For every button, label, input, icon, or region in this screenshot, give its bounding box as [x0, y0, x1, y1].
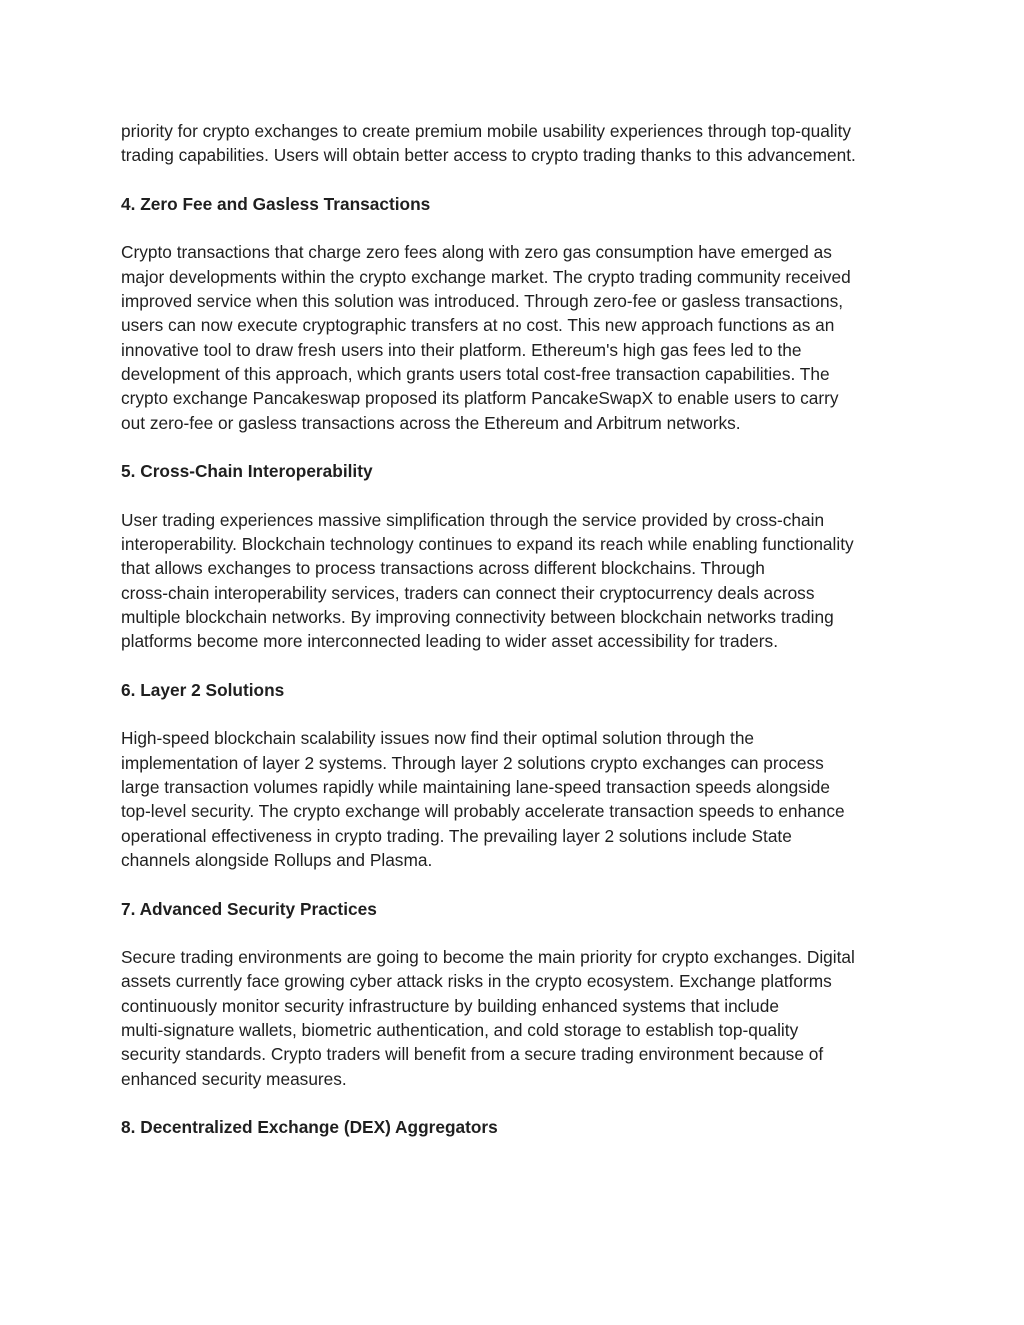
paragraph-zero-fee: [121, 240, 921, 434]
text-line: improved service when this solution was introduced. Through zero-fee or gasless transactions,: [121, 291, 844, 312]
text-line: operational effectiveness in crypto trading. The prevailing layer 2 solutions include State: [121, 825, 792, 846]
text-line: continuously monitor security infrastructure by building enhanced systems that include: [121, 995, 779, 1016]
text-line: cross-chain interoperability services, traders can connect their cryptocurrency deals across: [121, 582, 815, 603]
text-line: top-level security. The crypto exchange will probably accelerate transaction speeds to enhance: [121, 801, 845, 822]
text-line: platforms become more interconnected leading to wider asset accessibility for traders.: [121, 631, 778, 652]
text-line: Secure trading environments are going to become the main priority for crypto exchanges. Digital: [121, 947, 855, 968]
text-line: User trading experiences massive simplification through the service provided by cross-chain: [121, 509, 825, 530]
paragraph-security: [121, 945, 921, 1091]
text-line: enhanced security measures.: [121, 1068, 347, 1089]
paragraph-cross-chain: [121, 508, 921, 654]
text-line: trading capabilities. Users will obtain better access to crypto trading thanks to this advancement.: [121, 145, 856, 166]
text-line: channels alongside Rollups and Plasma.: [121, 849, 433, 870]
text-line: Crypto transactions that charge zero fees along with zero gas consumption have emerged as: [121, 242, 832, 263]
text-line: interoperability. Blockchain technology continues to expand its reach while enabling functionality: [121, 534, 854, 555]
paragraph-layer-2: [121, 726, 921, 872]
text-line: large transaction volumes rapidly while maintaining lane-speed transaction speeds alongside: [121, 777, 830, 798]
text-line: multiple blockchain networks. By improving connectivity between blockchain networks trading: [121, 606, 834, 627]
text-line: innovative tool to draw fresh users into their platform. Ethereum's high gas fees led to the: [121, 339, 802, 360]
text-line: users can now execute cryptographic transfers at no cost. This new approach functions as an: [121, 315, 835, 336]
text-line: crypto exchange Pancakeswap proposed its platform PancakeSwapX to enable users to carry: [121, 388, 839, 409]
text-line: High-speed blockchain scalability issues now find their optimal solution through the: [121, 728, 755, 749]
section-heading-layer-2: 6. Layer 2 Solutions: [121, 679, 285, 700]
text-line: assets currently face growing cyber attack risks in the crypto ecosystem. Exchange platforms: [121, 971, 832, 992]
text-line: out zero-fee or gasless transactions across the Ethereum and Arbitrum networks.: [121, 412, 741, 433]
paragraph-intro-continuation: [121, 119, 921, 168]
section-heading-cross-chain: 5. Cross-Chain Interoperability: [121, 461, 373, 482]
text-line: major developments within the crypto exchange market. The crypto trading community received: [121, 266, 851, 287]
text-line: implementation of layer 2 systems. Through layer 2 solutions crypto exchanges can process: [121, 752, 824, 773]
text-line: multi-signature wallets, biometric authentication, and cold storage to establish top-quality: [121, 1019, 799, 1040]
text-line: that allows exchanges to process transactions across different blockchains. Through: [121, 558, 765, 579]
section-heading-security: 7. Advanced Security Practices: [121, 898, 377, 919]
text-line: priority for crypto exchanges to create premium mobile usability experiences through top-quality: [121, 121, 852, 141]
text-line: security standards. Crypto traders will benefit from a secure trading environment because of: [121, 1044, 824, 1065]
text-line: development of this approach, which grants users total cost-free transaction capabilities. The: [121, 363, 830, 384]
section-heading-dex-aggregators: 8. Decentralized Exchange (DEX) Aggregators: [121, 1117, 498, 1138]
document-body: [121, 119, 921, 1164]
section-heading-zero-fee: 4. Zero Fee and Gasless Transactions: [121, 193, 431, 214]
